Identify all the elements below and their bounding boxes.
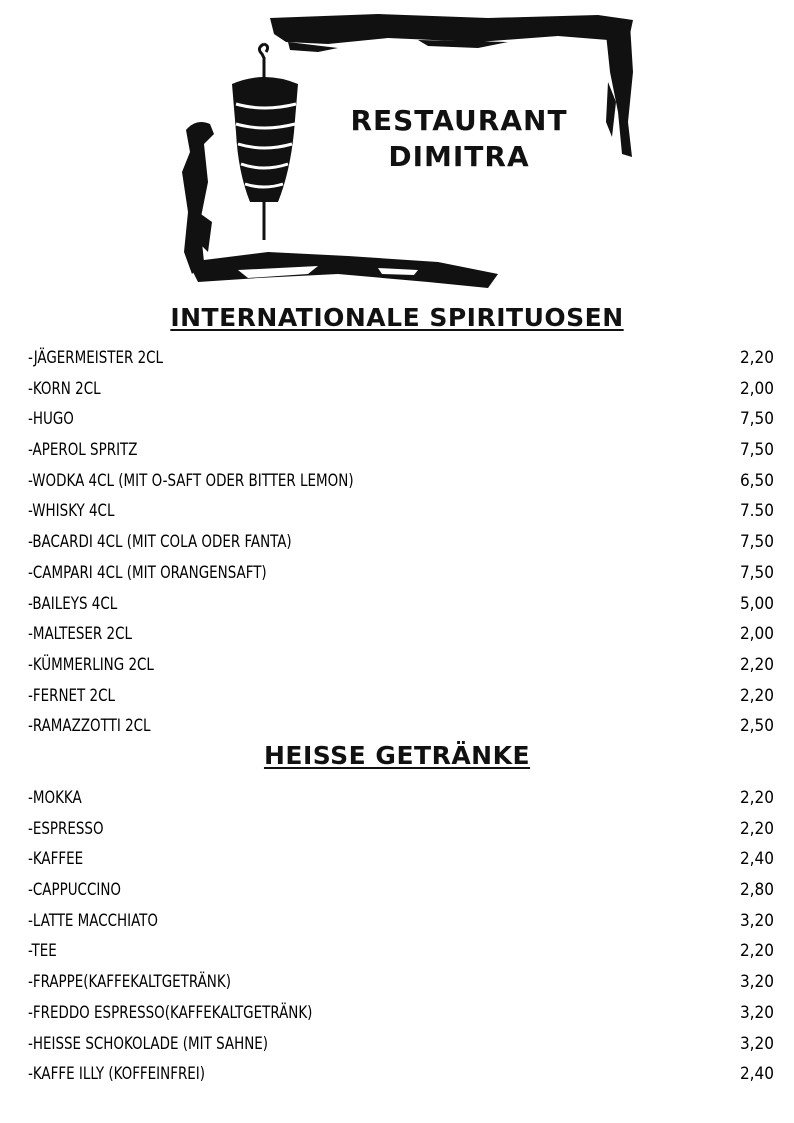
menu-item <box>0 499 794 530</box>
item-price: 3,20 <box>739 910 774 931</box>
menu-item <box>0 1062 794 1093</box>
menu-item <box>0 909 794 940</box>
item-name: -HEISSE SCHOKOLADE (MIT SAHNE) <box>28 1033 269 1054</box>
menu-item <box>0 653 794 684</box>
item-price: 7,50 <box>739 409 774 430</box>
item-price: 2,20 <box>739 941 774 962</box>
item-name: -TEE <box>28 941 57 962</box>
item-name: -CAPPUCCINO <box>28 880 121 901</box>
item-name: -FRAPPE(KAFFEKALTGETRÄNK) <box>28 972 231 993</box>
item-price: 2,40 <box>739 849 774 870</box>
menu-list-heisse-getraenke <box>0 786 794 1093</box>
item-name: -FREDDO ESPRESSO(KAFFEKALTGETRÄNK) <box>28 1002 313 1023</box>
menu-item <box>0 878 794 909</box>
item-price: 7.50 <box>739 501 774 522</box>
item-price: 3,20 <box>739 972 774 993</box>
item-price: 2,20 <box>739 348 774 368</box>
menu-item <box>0 592 794 623</box>
menu-item <box>0 377 794 408</box>
item-name: -BAILEYS 4CL <box>28 593 118 614</box>
section-title-heisse-getraenke: HEISSE GETRÄNKE <box>263 741 531 770</box>
item-name: -WODKA 4CL (MIT O-SAFT ODER BITTER LEMON) <box>28 470 354 491</box>
item-price: 2,20 <box>739 685 774 706</box>
item-name: -LATTE MACCHIATO <box>28 910 158 931</box>
item-name: -FERNET 2CL <box>28 685 115 706</box>
menu-item <box>0 1001 794 1032</box>
item-price: 2,80 <box>739 880 774 901</box>
item-price: 2,50 <box>739 716 774 737</box>
item-price: 3,20 <box>739 1033 774 1054</box>
item-price: 7,50 <box>739 532 774 553</box>
menu-item <box>0 847 794 878</box>
item-name: -ESPRESSO <box>28 818 104 839</box>
item-price: 5,00 <box>739 593 774 614</box>
item-name: -BACARDI 4CL (MIT COLA ODER FANTA) <box>28 532 292 553</box>
item-name: -CAMPARI 4CL (MIT ORANGENSAFT) <box>28 562 267 583</box>
menu-item <box>0 346 794 377</box>
item-name: -WHISKY 4CL <box>28 501 115 522</box>
item-name: -APEROL SPRITZ <box>28 440 138 461</box>
item-price: 2,20 <box>739 654 774 675</box>
item-name: -MALTESER 2CL <box>28 624 132 645</box>
item-name: -JÄGERMEISTER 2CL <box>28 348 164 368</box>
item-price: 6,50 <box>739 470 774 491</box>
restaurant-logo <box>178 12 643 294</box>
menu-list-spirituosen <box>0 346 794 745</box>
item-price: 2,40 <box>739 1064 774 1085</box>
menu-item <box>0 939 794 970</box>
menu-item <box>0 817 794 848</box>
logo-restaurant-word: RESTAURANT <box>350 104 568 137</box>
menu-item <box>0 970 794 1001</box>
item-price: 2,20 <box>739 818 774 839</box>
menu-item <box>0 469 794 500</box>
item-price: 2,00 <box>739 378 774 399</box>
doner-kebab-icon <box>232 44 298 240</box>
item-name: -KÜMMERLING 2CL <box>28 654 154 675</box>
menu-item <box>0 684 794 715</box>
item-name: -KAFFE ILLY (KOFFEINFREI) <box>28 1064 206 1085</box>
item-price: 2,00 <box>739 624 774 645</box>
item-price: 7,50 <box>739 440 774 461</box>
section-title-spirituosen: INTERNATIONALE SPIRITUOSEN <box>170 303 624 332</box>
item-name: -MOKKA <box>28 788 82 808</box>
item-price: 2,20 <box>739 788 774 808</box>
item-name: -HUGO <box>28 409 74 430</box>
menu-item <box>0 786 794 817</box>
menu-item <box>0 1032 794 1063</box>
menu-item <box>0 561 794 592</box>
logo-restaurant-name: DIMITRA <box>388 140 530 173</box>
item-price: 3,20 <box>739 1002 774 1023</box>
item-name: -KORN 2CL <box>28 378 101 399</box>
item-name: -RAMAZZOTTI 2CL <box>28 716 151 737</box>
item-price: 7,50 <box>739 562 774 583</box>
menu-item <box>0 530 794 561</box>
item-name: -KAFFEE <box>28 849 84 870</box>
menu-item <box>0 407 794 438</box>
menu-item <box>0 438 794 469</box>
menu-item <box>0 622 794 653</box>
